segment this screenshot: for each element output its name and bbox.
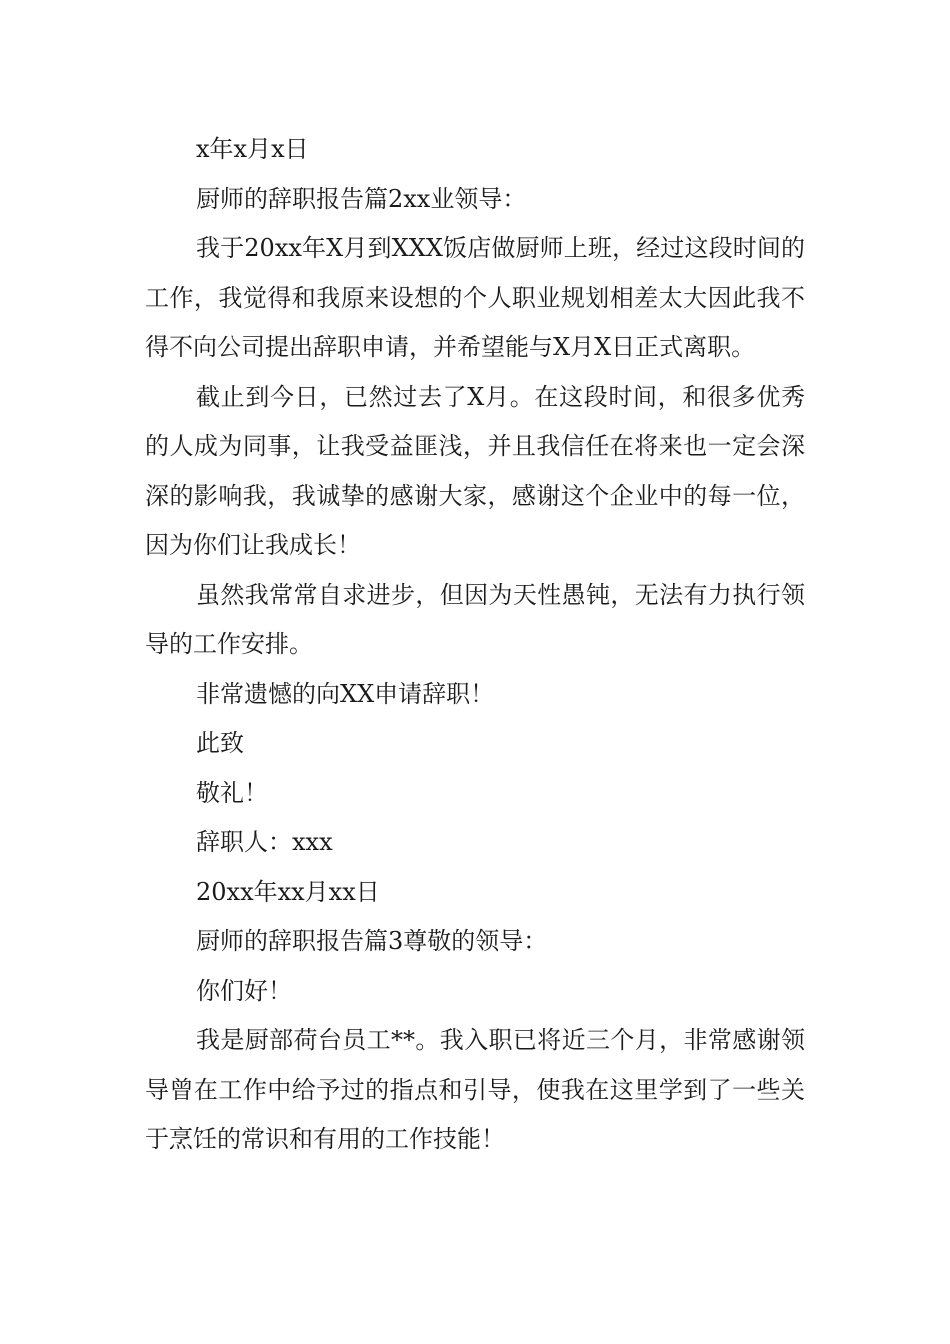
closing-regards: 敬礼！ (196, 778, 268, 807)
report-3-heading: 厨师的辞职报告篇3尊敬的领导： (196, 927, 548, 955)
body-paragraph: 非常遗憾的向XX申请辞职！ (196, 679, 495, 708)
signature-date: 20xx年xx月xx日 (196, 877, 380, 906)
greeting: 你们好！ (196, 976, 292, 1005)
date-line: x年x月x日 (196, 135, 309, 163)
body-paragraph: 截止到今日，已然过去了X月。在这段时间，和很多优秀的人成为同事，让我受益匪浅，并且我信任在将来也一定会深深的影响我，我诚挚的感谢大家，感谢这个企业中的每一位，因为你们让我成长！ (145, 382, 805, 559)
body-paragraph: 虽然我常常自求进步，但因为天性愚钝，无法有力执行领导的工作安排。 (145, 580, 805, 658)
body-paragraph: 我于20xx年X月到XXX饭店做厨师上班，经过这段时间的工作，我觉得和我原来设想的个人职业规划相差太大因此我不得不向公司提出辞职申请，并希望能与X月X日正式离职。 (145, 234, 805, 361)
document-page (145, 125, 805, 1165)
closing-salutation: 此致 (196, 729, 244, 757)
report-2-heading: 厨师的辞职报告篇2xx业领导： (196, 184, 527, 213)
body-paragraph: 我是厨部荷台员工**。我入职已将近三个月，非常感谢领导曾在工作中给予过的指点和引导，使我在这里学到了一些关于烹饪的常识和有用的工作技能！ (145, 1026, 805, 1153)
signature-line: 辞职人：xxx (196, 828, 333, 856)
